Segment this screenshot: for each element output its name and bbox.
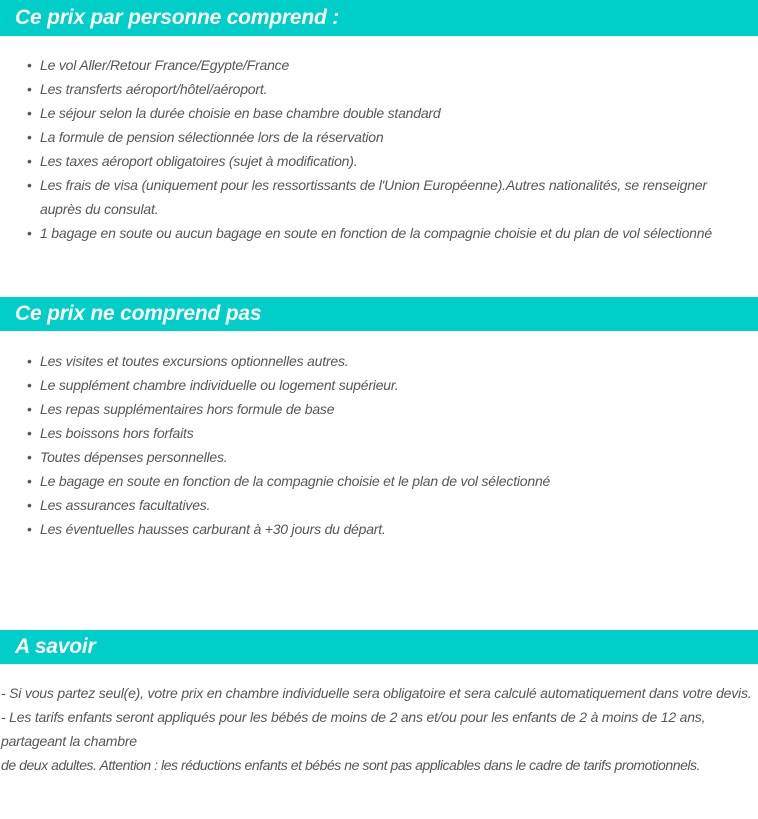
- list-item: • Les éventuelles hausses carburant à +30 jours du départ.: [40, 517, 752, 541]
- list-item: • Toutes dépenses personnelles.: [40, 445, 752, 469]
- list-item: • 1 bagage en soute ou aucun bagage en soute en fonction de la compagnie choisie et du plan de vol sélectionné: [40, 221, 752, 245]
- list-item: • Les visites et toutes excursions optionnelles autres.: [40, 349, 752, 373]
- list-item: • Le bagage en soute en fonction de la compagnie choisie et le plan de vol sélectionné: [40, 469, 752, 493]
- list-item: • Les transferts aéroport/hôtel/aéroport.: [40, 77, 752, 101]
- note-paragraph-single-traveler: - Si vous partez seul(e), votre prix en chambre individuelle sera obligatoire et sera calculé automatiquement dans votre devis.: [1, 685, 752, 701]
- price-excludes-title-bar: [0, 297, 758, 331]
- section-title: A savoir: [15, 635, 96, 658]
- list-item: • La formule de pension sélectionnée lors de la réservation: [40, 125, 752, 149]
- price-includes-section: [0, 0, 758, 245]
- notes-text: [0, 681, 758, 777]
- section-title: Ce prix par personne comprend :: [15, 6, 340, 29]
- note-paragraph-child-rates: - Les tarifs enfants seront appliqués pour les bébés de moins de 2 ans et/ou pour les enfants de 2 à moins de 12 ans, partageant la chambre: [1, 709, 706, 749]
- note-paragraph-child-rates-continued: de deux adultes. Attention : les réductions enfants et bébés ne sont pas applicables dans le cadre de tarifs promotionnels.: [1, 757, 701, 773]
- list-item: • Les repas supplémentaires hors formule de base: [40, 397, 752, 421]
- list-item: • Les taxes aéroport obligatoires (sujet à modification).: [40, 149, 752, 173]
- list-item: • Les frais de visa (uniquement pour les ressortissants de l'Union Européenne).Autres nationalités, se renseigner auprès du consulat.: [40, 173, 752, 221]
- price-excludes-list: [0, 349, 758, 541]
- section-title: Ce prix ne comprend pas: [15, 302, 262, 325]
- list-item: • Le séjour selon la durée choisie en base chambre double standard: [40, 101, 752, 125]
- price-excludes-section: [0, 297, 758, 541]
- notes-title-bar: [0, 630, 758, 664]
- notes-section: [0, 630, 758, 777]
- price-includes-title-bar: [0, 0, 758, 36]
- list-item: • Les boissons hors forfaits: [40, 421, 752, 445]
- list-item: • Le supplément chambre individuelle ou logement supérieur.: [40, 373, 752, 397]
- list-item: • Le vol Aller/Retour France/Egypte/France: [40, 53, 752, 77]
- list-item: • Les assurances facultatives.: [40, 493, 752, 517]
- price-includes-list: [0, 53, 758, 245]
